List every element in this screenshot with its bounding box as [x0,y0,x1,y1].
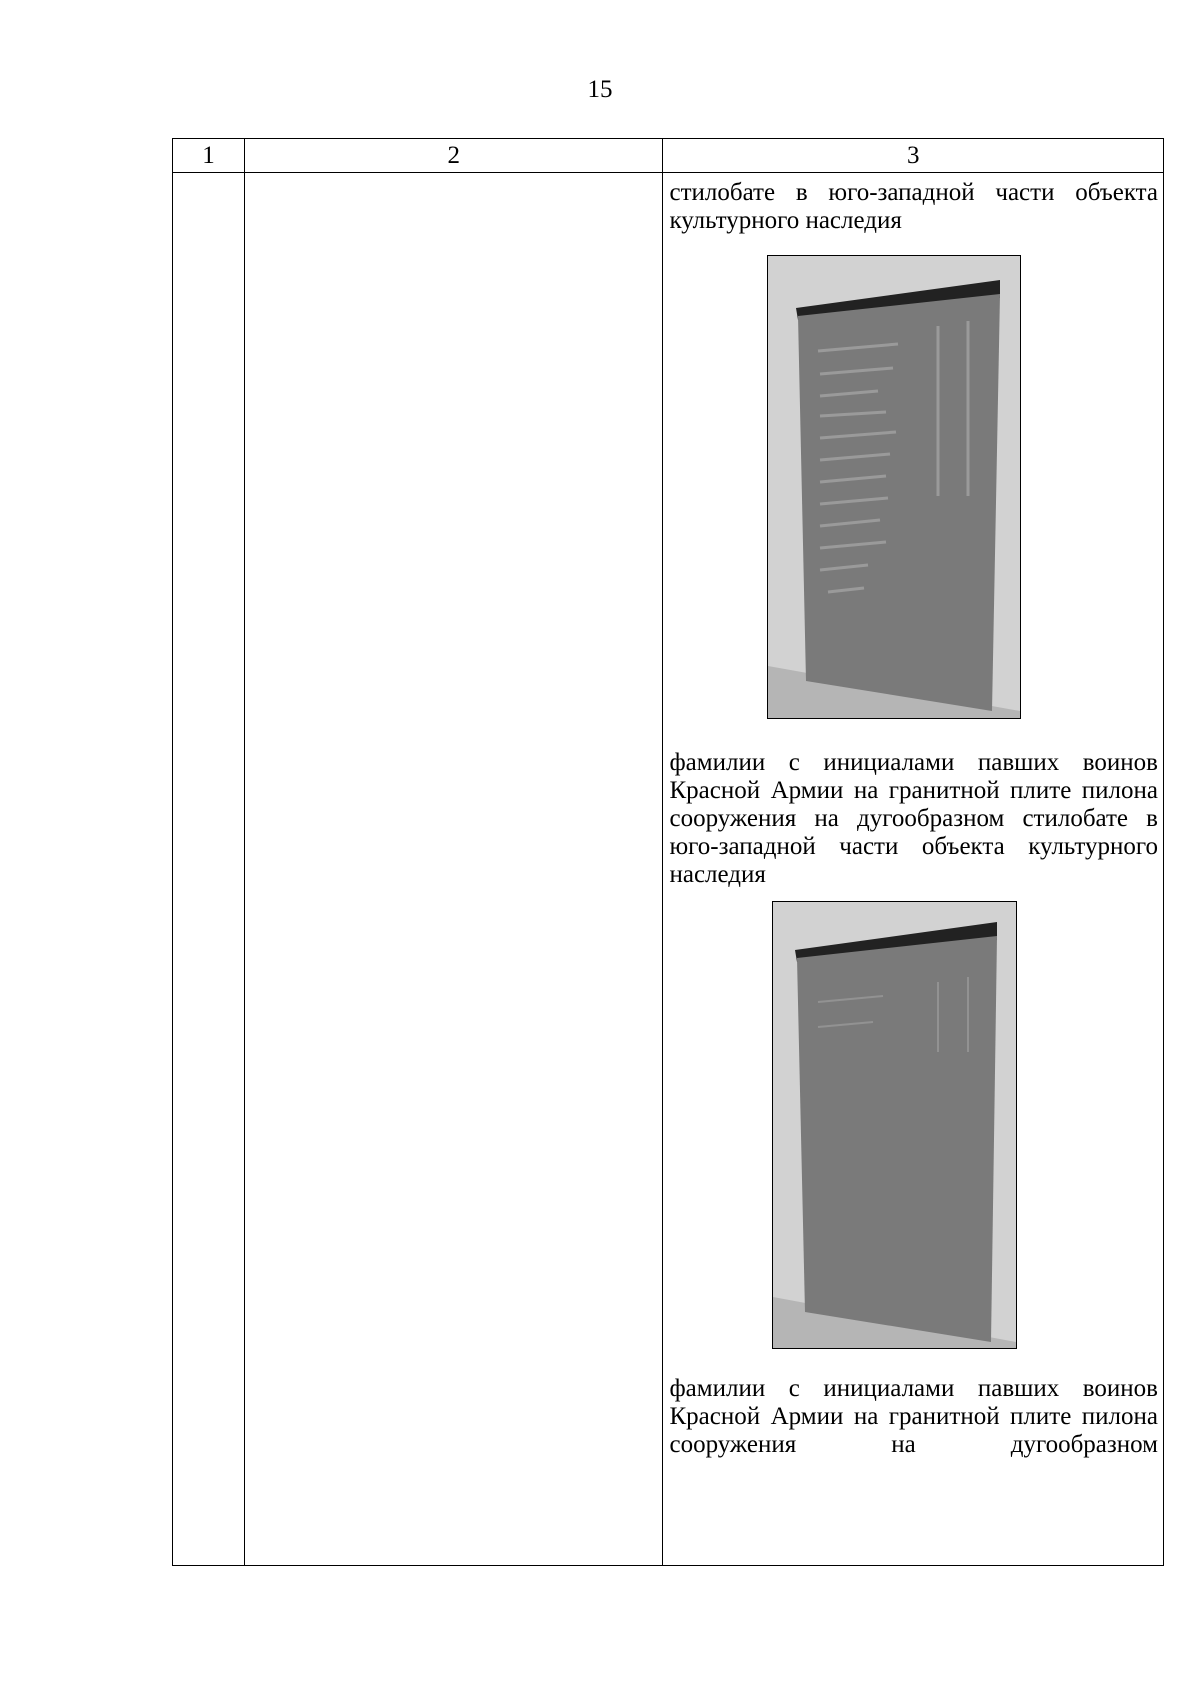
description-top: стилобате в юго-западной части объекта культурного наследия [669,179,1158,234]
header-col-1: 1 [173,139,245,173]
description-bottom: фамилии с инициалами павших воинов Красной Армии на гранитной плите пилона сооружения на дугообразном [669,1375,1158,1458]
cell-col-3 [663,173,1164,1566]
header-col-2: 2 [245,139,663,173]
description-middle: фамилии с инициалами павших воинов Красной Армии на гранитной плите пилона сооружения на дугообразном стилобате в юго-западной части объекта культурного наследия [669,749,1158,888]
plate-image-2 [773,902,1016,1348]
page-number: 15 [587,76,613,103]
table-header-row [173,139,1164,173]
monument-plate-photo-2 [772,901,1017,1349]
plate-image-1 [768,256,1020,718]
table-row [173,173,1164,1566]
monument-table [172,138,1164,1566]
cell-col-1 [173,173,245,1566]
cell-col-2 [245,173,663,1566]
header-col-3: 3 [663,139,1164,173]
monument-plate-photo-1 [767,255,1021,719]
